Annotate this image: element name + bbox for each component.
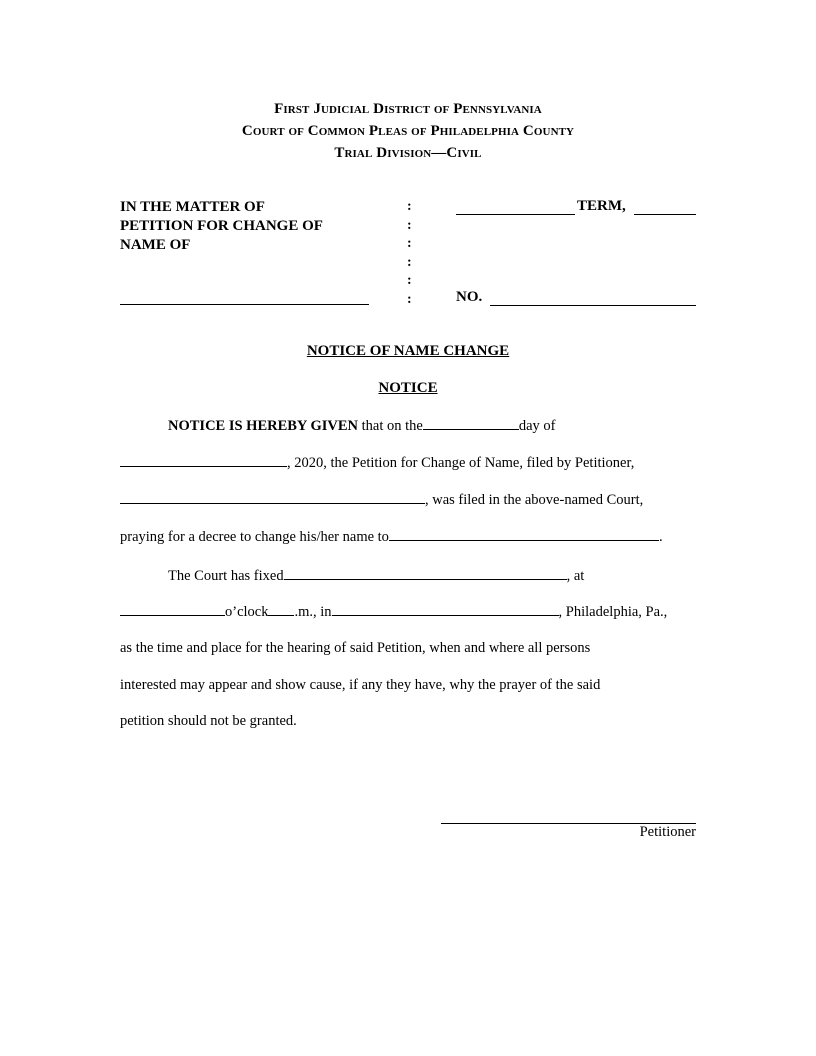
body-text: that on the — [358, 418, 423, 434]
body-paragraph-line-9: petition should not be granted. — [120, 713, 297, 729]
petitioner-name-blank[interactable] — [120, 304, 369, 305]
body-paragraph-line-5 — [168, 565, 744, 586]
courtroom-blank[interactable] — [332, 601, 559, 616]
notice-title: NOTICE — [378, 380, 438, 396]
body-text: praying for a decree to change his/her name to — [120, 529, 389, 545]
term-label: TERM, — [577, 198, 626, 214]
case-number-label: NO. — [456, 289, 483, 305]
caption-line-2: PETITION FOR CHANGE OF — [120, 218, 323, 234]
body-text: .m., in — [294, 604, 332, 620]
body-paragraph-line-6 — [120, 601, 696, 622]
body-text: o’clock — [225, 604, 269, 620]
body-text: The Court has fixed — [168, 568, 284, 584]
body-paragraph-line-8: interested may appear and show cause, if any they have, why the prayer of the said — [120, 677, 601, 693]
hearing-date-blank[interactable] — [284, 565, 567, 580]
header-district: First Judicial District of Pennsylvania — [274, 101, 542, 117]
body-text: , 2020, the Petition for Change of Name, filed by Petitioner, — [287, 455, 635, 471]
petitioner-blank[interactable] — [120, 489, 425, 504]
case-number-field — [456, 289, 696, 309]
colon: : — [407, 236, 412, 251]
body-paragraph-line-2 — [120, 452, 696, 473]
case-number-blank[interactable] — [490, 305, 696, 306]
court-header — [0, 98, 816, 164]
header-division: Trial Division—Civil — [334, 145, 482, 161]
hour-blank[interactable] — [120, 601, 225, 616]
colon: : — [407, 273, 412, 288]
day-blank[interactable] — [423, 415, 519, 430]
body-text: , at — [566, 568, 585, 584]
notice-of-name-change-title: NOTICE OF NAME CHANGE — [306, 343, 510, 359]
caption-colons — [407, 198, 412, 309]
colon: : — [407, 217, 412, 233]
body-paragraph-line-7: as the time and place for the hearing of said Petition, when and where all persons — [120, 640, 591, 656]
caption-line-3: NAME OF — [120, 237, 191, 253]
case-caption — [120, 198, 323, 255]
term-year-blank[interactable] — [634, 214, 696, 215]
body-paragraph-line-1 — [168, 415, 744, 436]
month-blank[interactable] — [120, 452, 287, 467]
colon: : — [407, 199, 412, 214]
colon: : — [407, 254, 412, 270]
body-paragraph-line-4 — [120, 526, 696, 547]
colon: : — [407, 291, 412, 307]
signature-label: Petitioner — [639, 824, 696, 840]
new-name-blank[interactable] — [389, 526, 659, 541]
term-field — [456, 198, 696, 218]
body-text: day of — [518, 418, 556, 434]
notice-given-lead: NOTICE IS HEREBY GIVEN — [168, 418, 359, 434]
term-month-blank[interactable] — [456, 214, 575, 215]
header-court: Court of Common Pleas of Philadelphia County — [241, 123, 575, 139]
body-paragraph-line-3 — [120, 489, 696, 510]
body-text: . — [658, 529, 663, 545]
body-text: , was filed in the above-named Court, — [425, 492, 644, 508]
am-pm-blank[interactable] — [268, 601, 294, 616]
caption-line-1: IN THE MATTER OF — [120, 199, 265, 215]
body-text: , Philadelphia, Pa., — [558, 604, 668, 620]
